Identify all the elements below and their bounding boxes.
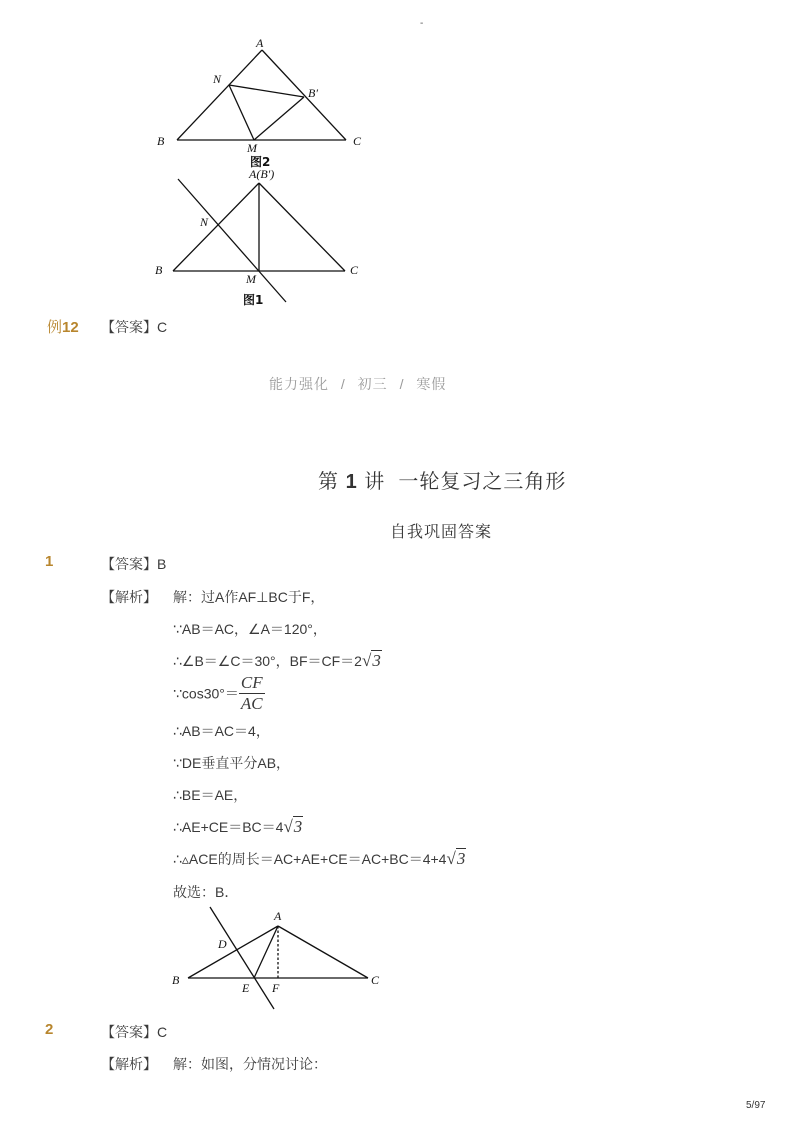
question-1-answer: 【答案】B xyxy=(101,556,167,572)
segment-nb-prime xyxy=(229,85,304,97)
solution-line-6: ∵DE垂直平分AB， xyxy=(173,755,291,771)
breadcrumb xyxy=(269,374,446,394)
example-12-answer: 【答案】C xyxy=(101,319,168,335)
figure-1-diagram xyxy=(150,165,390,310)
segment-ac xyxy=(262,50,346,140)
question-2-analysis-tag: 【解析】 xyxy=(101,1056,157,1072)
label-a-b-prime: A(B′) xyxy=(249,167,275,181)
question-1-number: 1 xyxy=(45,553,54,570)
breadcrumb-separator: / xyxy=(399,376,405,392)
label-f: F xyxy=(272,981,280,995)
figure-2-caption: 图2 xyxy=(250,155,271,169)
segment-ab xyxy=(188,926,278,978)
label-b-prime: B′ xyxy=(308,86,318,100)
label-b: B xyxy=(155,263,163,277)
label-d: D xyxy=(218,937,227,951)
solution-line-8: ∴AE+CE＝BC＝4√3 xyxy=(173,817,303,836)
breadcrumb-item: 能力强化 xyxy=(269,376,329,392)
top-mark: - xyxy=(420,18,424,29)
solution-line-2: ∵AB＝AC，∠A＝120°， xyxy=(173,621,327,637)
label-n: N xyxy=(213,72,222,86)
fraction-cf-over-ac: $\frac{CF}{AC}$ xyxy=(240,673,263,713)
segment-ac xyxy=(259,183,345,271)
page-number: 5/97 xyxy=(746,1100,766,1111)
solution-line-4: ∵cos30°＝ $\frac{CF}{AC}$ xyxy=(173,673,263,713)
label-c: C xyxy=(371,973,380,987)
segment-ae xyxy=(254,926,278,978)
breadcrumb-item: 初三 xyxy=(357,376,388,392)
solution-line-3: ∴∠B＝∠C＝30°，BF＝CF＝2√3 xyxy=(173,651,381,670)
label-b: B xyxy=(157,134,165,148)
solution-line-5: ∴AB＝AC＝4， xyxy=(173,723,270,739)
fold-line xyxy=(178,179,286,302)
segment-nm xyxy=(229,85,254,140)
label-a: A xyxy=(274,909,282,923)
breadcrumb-separator: / xyxy=(340,376,346,392)
label-n: N xyxy=(200,215,209,229)
label-c: C xyxy=(353,134,362,148)
lecture-title: 第 1 讲 一轮复习之三角形 xyxy=(318,471,567,493)
solution-line-10: 故选：B． xyxy=(173,884,239,900)
figure-2-diagram xyxy=(150,30,390,170)
segment-ac xyxy=(278,926,368,978)
triangle-diagram xyxy=(168,903,398,1013)
question-1-figure xyxy=(168,903,398,1013)
question-2-answer: 【答案】C xyxy=(101,1024,168,1040)
solution-line-7: ∴BE＝AE， xyxy=(173,787,248,803)
section-title: 自我巩固答案 xyxy=(390,524,493,541)
segment-mb-prime xyxy=(254,97,304,140)
label-a: A xyxy=(256,36,264,50)
example-12-number: 例12 xyxy=(47,319,79,336)
segment-ab xyxy=(173,183,259,271)
sqrt-3: √3 xyxy=(446,849,466,868)
figure-2 xyxy=(150,30,390,170)
segment-ab xyxy=(177,50,262,140)
question-1-analysis-tag: 【解析】 xyxy=(101,589,157,605)
label-e: E xyxy=(242,981,250,995)
breadcrumb-item: 寒假 xyxy=(416,376,447,392)
label-m: M xyxy=(247,141,257,155)
figure-1 xyxy=(150,165,390,310)
label-b: B xyxy=(172,973,180,987)
label-m: M xyxy=(246,272,256,286)
question-2-solution-line: 解：如图，分情况讨论： xyxy=(173,1056,327,1072)
solution-line-9: ∴▵ACE的周长＝AC+AE+CE＝AC+BC＝4+4√3 xyxy=(173,849,466,868)
sqrt-3: √3 xyxy=(283,817,303,836)
sqrt-3: √3 xyxy=(361,651,381,670)
label-c: C xyxy=(350,263,359,277)
solution-line-1: 解：过A作AF⊥BC于F， xyxy=(173,589,325,605)
figure-1-caption: 图1 xyxy=(243,293,264,307)
question-2-number: 2 xyxy=(45,1021,54,1038)
